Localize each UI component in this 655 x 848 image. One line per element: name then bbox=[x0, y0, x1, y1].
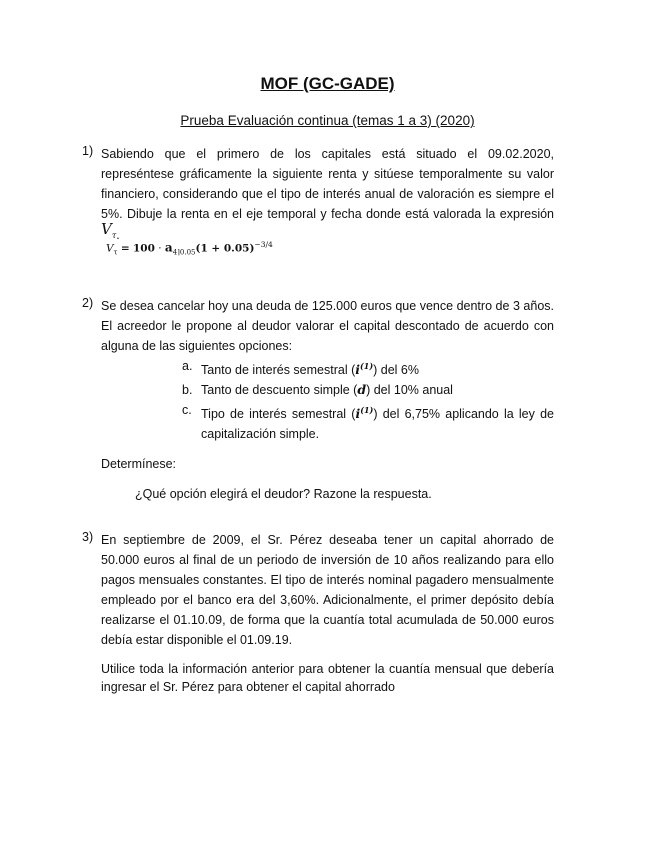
determine-label: Determínese: bbox=[101, 457, 177, 472]
options-list bbox=[182, 356, 554, 444]
document-subtitle: Prueba Evaluación continua (temas 1 a 3) (2020) bbox=[180, 113, 475, 128]
option-c: c. Tipo de interés semestral $(i^{(1)})$ del 6,75% aplicando la ley de capitalización simple. bbox=[182, 403, 554, 442]
question-instruction: Utilice toda la información anterior para obtener la cuantía mensual que debería ingresar el Sr. Pérez para obtener el capital ahorrado bbox=[101, 662, 554, 694]
question-prompt: ¿Qué opción elegirá el deudor? Razone la respuesta. bbox=[135, 487, 432, 502]
question-2 bbox=[82, 296, 554, 504]
vt-inline-symbol: $V_\tau$ bbox=[101, 220, 117, 240]
question-number: 1) bbox=[82, 144, 94, 158]
question-1 bbox=[82, 144, 554, 251]
question-text: Sabiendo que el primero de los capitales está situado el 09.02.2020, represéntese gráficamente la siguiente renta y sitúese temporalmente su valor financiero, considerando que el tipo de interés anual de valoración es siempre el 5%. Dibuje la renta en el eje temporal y fecha donde está valorada la expresión $V_\tau$. bbox=[101, 147, 554, 242]
question-text: Se desea cancelar hoy una deuda de 125.000 euros que vence dentro de 3 años. El acreedor le propone al deudor valorar el capital descontado de acuerdo con alguna de las siguientes opciones: bbox=[101, 299, 554, 353]
option-a: a. Tanto de interés semestral $(i^{(1)})$ del 6% bbox=[182, 359, 419, 378]
question-number: 3) bbox=[82, 530, 94, 544]
option-b: b. Tanto de descuento simple (d) del 10% anual bbox=[182, 382, 453, 398]
question-text: En septiembre de 2009, el Sr. Pérez deseaba tener un capital ahorrado de 50.000 euros al final de un periodo de inversión de 10 años realizando para ello pagos mensuales constantes. El tipo de interés nominal pagadero mensualmente empleado por el banco era del 3,60%. Adicionalmente, el primer depósito debía realizarse el 01.10.09, de forma que la cuantía total acumulada de 50.000 euros debía estar disponible el 01.09.19. bbox=[101, 533, 554, 647]
question-number: 2) bbox=[82, 296, 94, 310]
formula-vt: $V_\tau = 100 \cdot a_{4⌉0.05}(1 + 0.05)^{-3/4}$ bbox=[106, 240, 273, 257]
question-3 bbox=[82, 530, 554, 696]
document-title: MOF (GC-GADE) bbox=[260, 74, 395, 93]
